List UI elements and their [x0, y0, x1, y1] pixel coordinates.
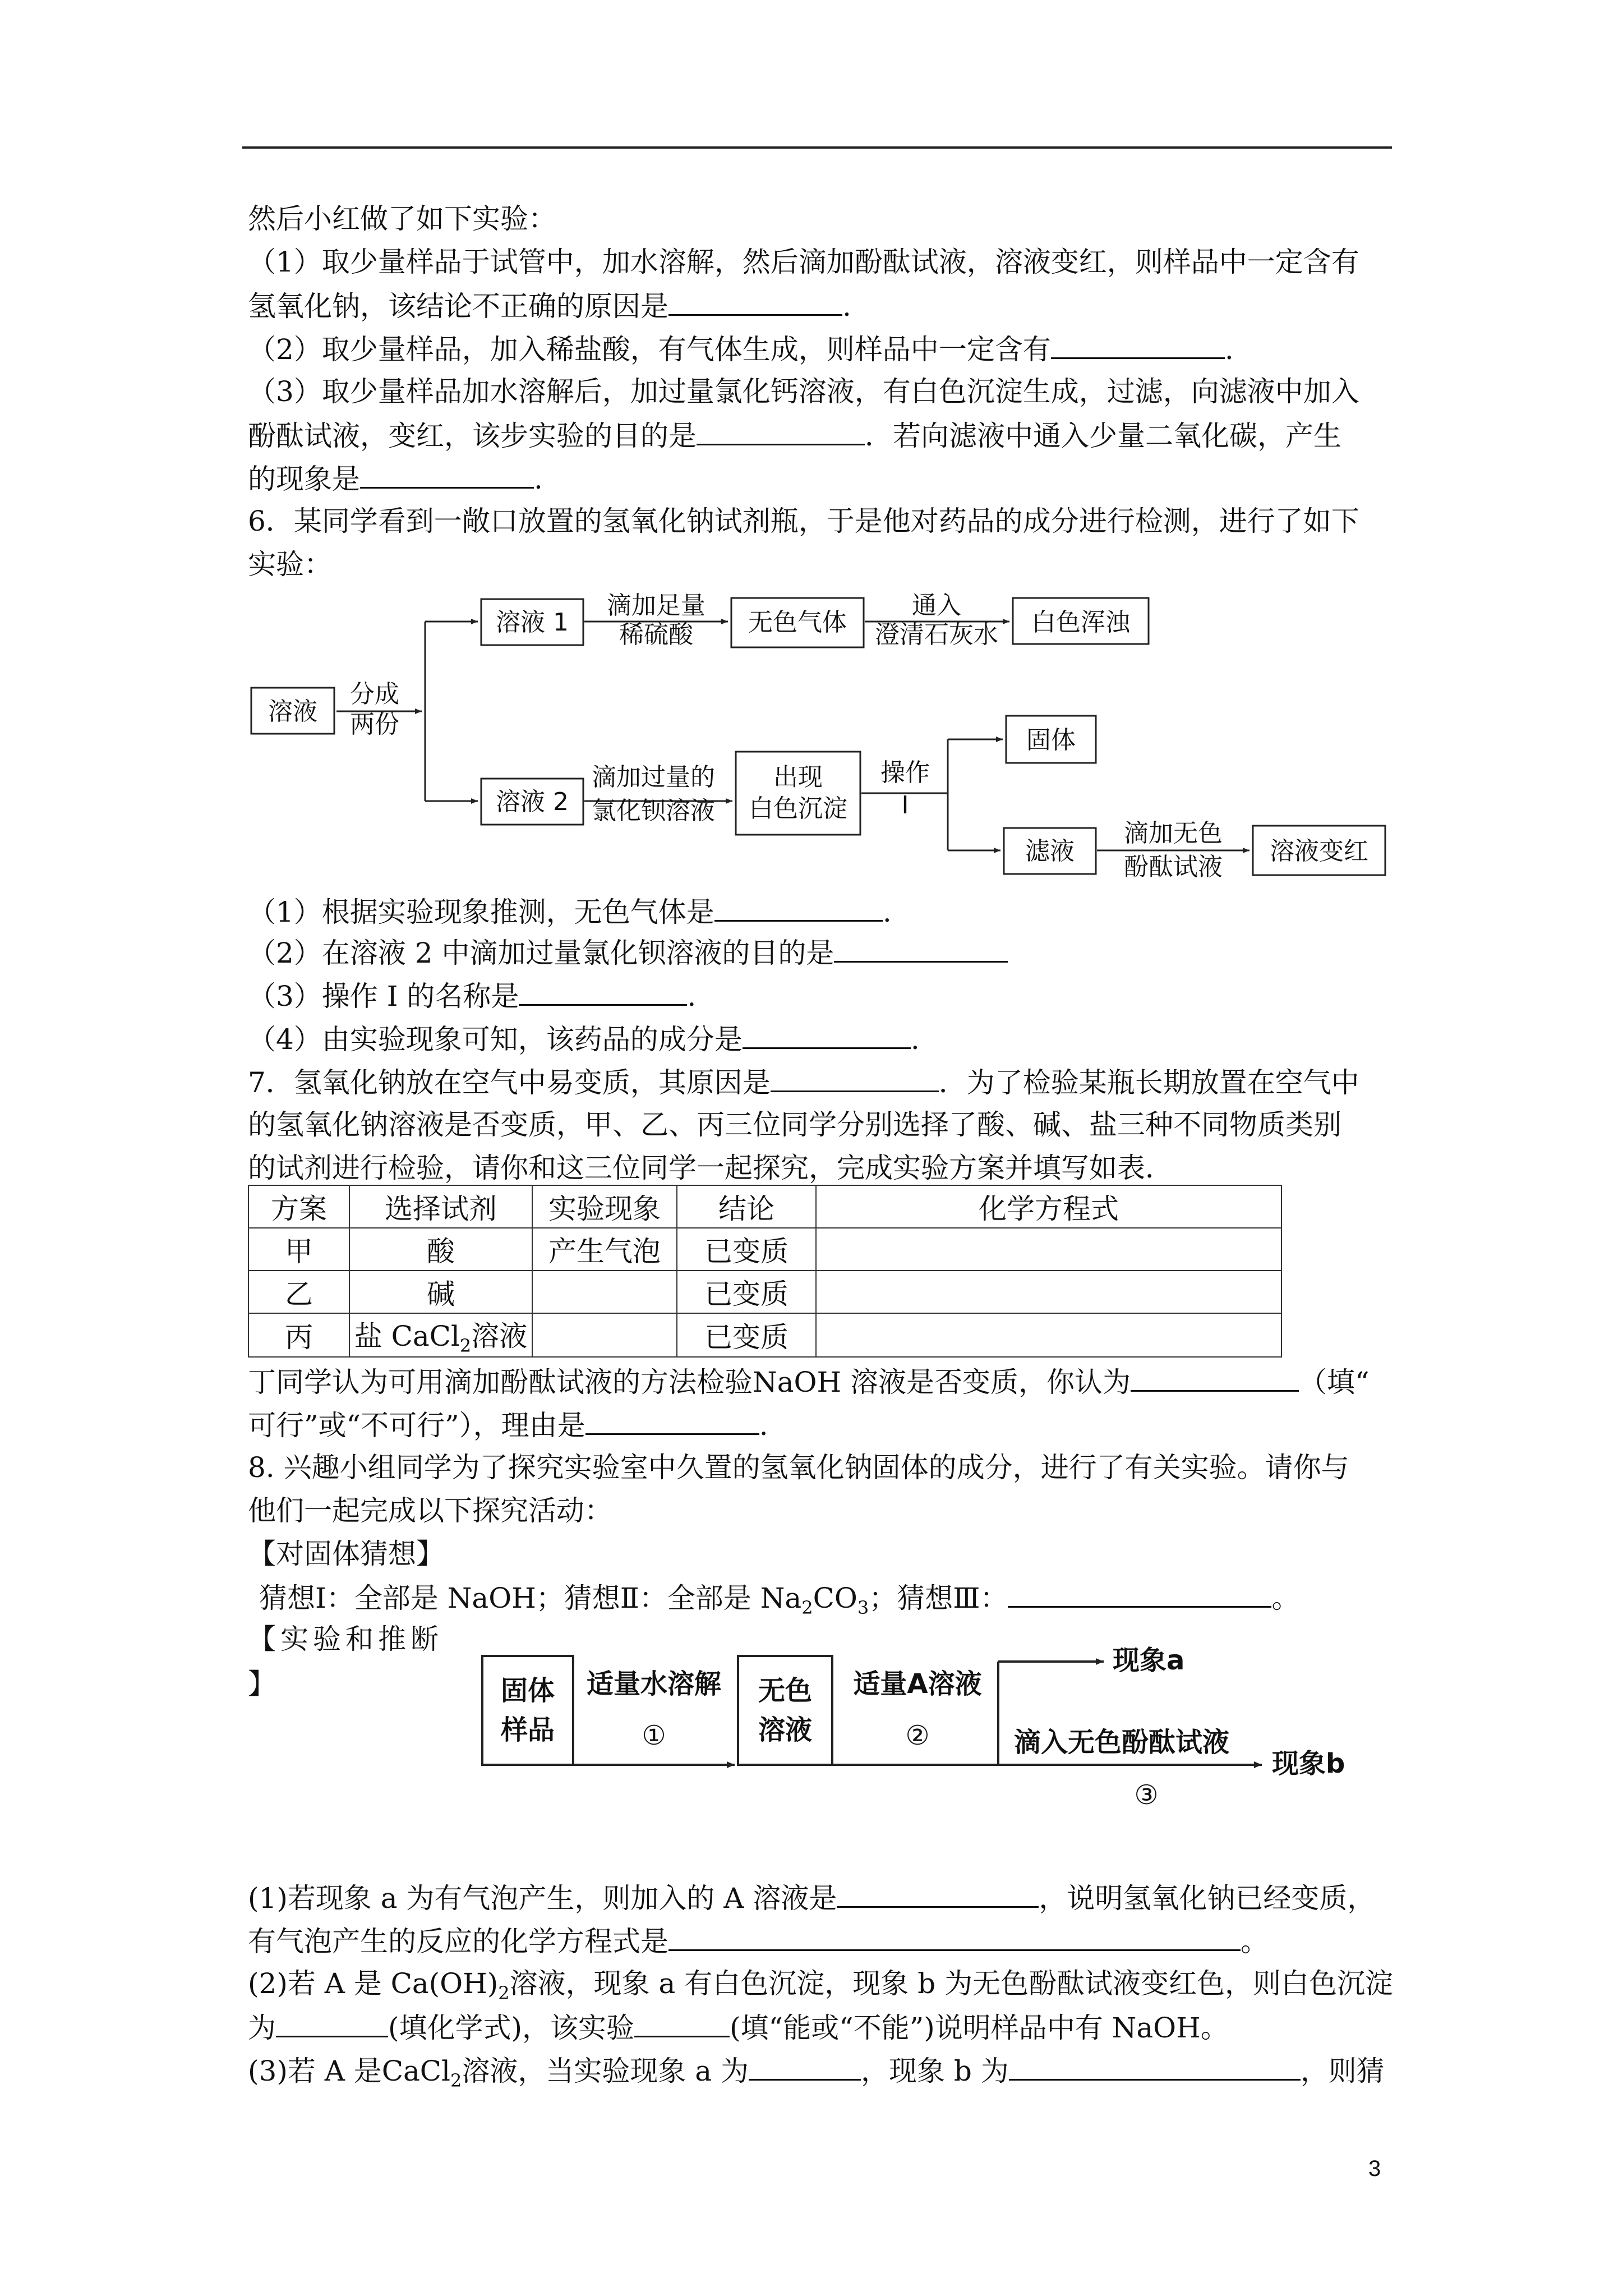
flow-sol2: 溶液 2 [496, 788, 569, 816]
q8-flow-step3: 滴入无色酚酞试液 [1013, 1727, 1230, 1758]
flow-split-2: 两份 [350, 710, 399, 739]
q8-heading-exp-close: 】 [248, 1668, 276, 1700]
cell: 产生气泡 [532, 1228, 677, 1271]
answer-blank[interactable] [585, 1407, 759, 1435]
answer-blank[interactable] [519, 978, 687, 1006]
q8-flowchart [0, 1627, 1623, 1829]
q8-flow-step1: 适量水溶解 [586, 1668, 722, 1700]
flow-ppt-1: 出现 [773, 763, 823, 792]
answer-blank[interactable] [714, 894, 883, 922]
table-header-row [248, 1185, 1281, 1228]
answer-blank[interactable] [276, 2010, 388, 2037]
q8-flow-clear-2: 溶液 [758, 1714, 813, 1746]
cell: 已变质 [677, 1271, 816, 1313]
q7-b: 的氢氧化钠溶液是否变质，甲、乙、丙三位同学分别选择了酸、碱、盐三种不同物质类别 [248, 1108, 1341, 1141]
cell: 已变质 [677, 1313, 816, 1357]
answer-blank[interactable] [743, 1022, 911, 1049]
q8-heading-exp: 【实验和推断 [248, 1623, 443, 1655]
q8-flow-step2: 适量A溶液 [853, 1668, 982, 1700]
cell: 酸 [349, 1228, 532, 1271]
q5-p3a: （3）取少量样品加水溶解后，加过量氯化钙溶液，有白色沉淀生成，过滤，向滤液中加入 [248, 375, 1359, 408]
q6-p3: （3）操作 I 的名称是 . [248, 978, 696, 1013]
q6-p2: （2）在溶液 2 中滴加过量氯化钡溶液的目的是 [248, 935, 1008, 970]
cell-phenomenon[interactable] [532, 1271, 677, 1313]
q7-d2: 可行”或“不可行”），理由是 . [248, 1407, 768, 1442]
q6-stem-a: 6．某同学看到一敞口放置的氢氧化钠试剂瓶，于是他对药品的成分进行检测，进行了如下 [248, 505, 1359, 537]
flow-a2-1: 通入 [912, 591, 961, 620]
flow-ppt-2: 白色沉淀 [749, 794, 847, 823]
q6-flowchart [0, 0, 1623, 898]
q5-p2: （2）取少量样品，加入稀盐酸，有气体生成，则样品中一定含有 . [248, 332, 1234, 366]
flow-b1-1: 滴加过量的 [592, 763, 715, 792]
q8-p1a: (1)若现象 a 为有气泡产生，则加入的 A 溶液是 ，说明氢氧化钠已经变质， [248, 1880, 1375, 1915]
th-plan: 方案 [248, 1185, 349, 1228]
answer-blank[interactable] [771, 1065, 939, 1092]
cell-equation[interactable] [816, 1313, 1281, 1357]
q8-a: 8. 兴趣小组同学为了探究实验室中久置的氢氧化钠固体的成分，进行了有关实验。请你与 [248, 1451, 1349, 1484]
q6-p4: （4）由实验现象可知，该药品的成分是 . [248, 1022, 920, 1056]
flow-a1-2: 稀硫酸 [619, 620, 693, 649]
flow-a1-1: 滴加足量 [607, 591, 706, 620]
cell-phenomenon[interactable] [532, 1313, 677, 1357]
q8-flow-n1: ① [642, 1720, 666, 1751]
answer-blank[interactable] [1009, 2053, 1301, 2081]
q8-p2a: (2)若 A 是 $Ca(OH)_2$溶液，现象 a 有白色沉淀，现象 b 为无色酚酞试液变红色，则白色沉淀 [248, 1967, 1394, 2004]
answer-blank[interactable] [834, 935, 1008, 963]
q8-flow-solid-2: 样品 [500, 1714, 555, 1746]
th-conclusion: 结论 [677, 1185, 816, 1228]
cell: 丙 [248, 1313, 349, 1357]
cell: 碱 [349, 1271, 532, 1313]
flow-solid: 固体 [1026, 726, 1076, 754]
answer-blank[interactable] [1131, 1364, 1299, 1392]
q7-table [248, 1185, 1282, 1358]
q5-p3b: 酚酞试液，变红，该步实验的目的是 ．若向滤液中通入少量二氧化碳，产生 [248, 418, 1341, 453]
flow-c1-1: 滴加无色 [1124, 819, 1223, 848]
th-phenomenon: 实验现象 [532, 1185, 677, 1228]
flow-sol1: 溶液 1 [496, 608, 569, 637]
cell: 甲 [248, 1228, 349, 1271]
answer-blank[interactable] [749, 2053, 861, 2081]
q8-p1b: 有气泡产生的反应的化学方程式是 。 [248, 1924, 1269, 1958]
cell: 乙 [248, 1271, 349, 1313]
table-row [248, 1313, 1281, 1357]
flow-red: 溶液变红 [1270, 837, 1368, 866]
cell: 盐 CaCl$_2$溶液 [349, 1313, 532, 1357]
q8-flow-solid-1: 固体 [500, 1675, 555, 1706]
table-row [248, 1228, 1281, 1271]
q8-heading-guess: 【对固体猜想】 [248, 1538, 444, 1570]
cell: 已变质 [677, 1228, 816, 1271]
q8-guesses: 猜想Ⅰ：全部是 NaOH；猜想Ⅱ：全部是 $Na_2CO_3$；猜想Ⅲ： 。 [259, 1580, 1299, 1625]
q7-d1: 丁同学认为可用滴加酚酞试液的方法检验NaOH 溶液是否变质，你认为 （填“ [248, 1364, 1370, 1399]
q8-b: 他们一起完成以下探究活动： [248, 1494, 612, 1527]
q5-p1a: （1）取少量样品于试管中，加水溶解，然后滴加酚酞试液，溶液变红，则样品中一定含有 [248, 246, 1359, 278]
q8-flow-pb: 现象b [1272, 1748, 1345, 1779]
answer-blank[interactable] [634, 2010, 730, 2037]
flow-a2-2: 澄清石灰水 [875, 620, 998, 649]
q8-flow-pa: 现象a [1113, 1645, 1185, 1676]
q5-p3c: 的现象是 . [248, 461, 543, 496]
cell-equation[interactable] [816, 1271, 1281, 1313]
flow-c1-2: 酚酞试液 [1124, 853, 1223, 881]
intro-line: 然后小红做了如下实验： [248, 203, 556, 235]
flow-op-1: 操作 [880, 758, 930, 787]
answer-blank[interactable] [837, 1880, 1039, 1908]
flow-split-1: 分成 [350, 680, 399, 708]
flow-start: 溶液 [268, 697, 317, 726]
th-equation: 化学方程式 [816, 1185, 1281, 1228]
page-number: 3 [1368, 2156, 1381, 2181]
flow-gas: 无色气体 [748, 608, 847, 637]
q7-a: 7．氢氧化钠放在空气中易变质，其原因是 ．为了检验某瓶长期放置在空气中 [248, 1065, 1359, 1099]
th-reagent: 选择试剂 [349, 1185, 532, 1228]
q8-flow-n3: ③ [1134, 1779, 1159, 1811]
q8-p3a: (3)若 A 是CaCl$_2$溶液，当实验现象 a 为 ，现象 b 为 ，则猜 [248, 2053, 1385, 2097]
answer-blank[interactable] [668, 1924, 1241, 1951]
q5-p1b: 氢氧化钠，该结论不正确的原因是 . [248, 288, 851, 323]
q8-flow-clear-1: 无色 [758, 1675, 813, 1706]
flow-b1-2: 氯化钡溶液 [592, 797, 715, 825]
table-row [248, 1271, 1281, 1313]
cell-equation[interactable] [816, 1228, 1281, 1271]
answer-blank[interactable] [1008, 1580, 1271, 1608]
flow-op-2: I [901, 791, 909, 820]
q6-p1: （1）根据实验现象推测，无色气体是 . [248, 894, 892, 929]
flow-filtrate: 滤液 [1025, 837, 1075, 866]
q6-stem-b: 实验： [248, 548, 332, 581]
flow-turbid: 白色浑浊 [1031, 608, 1130, 637]
q8-p2b: 为 (填化学式)，该实验 (填“能或“不能”)说明样品中有 NaOH。 [248, 2010, 1229, 2045]
q7-c: 的试剂进行检验，请你和这三位同学一起探究，完成实验方案并填写如表． [248, 1152, 1173, 1184]
q8-flow-n2: ② [905, 1720, 930, 1751]
